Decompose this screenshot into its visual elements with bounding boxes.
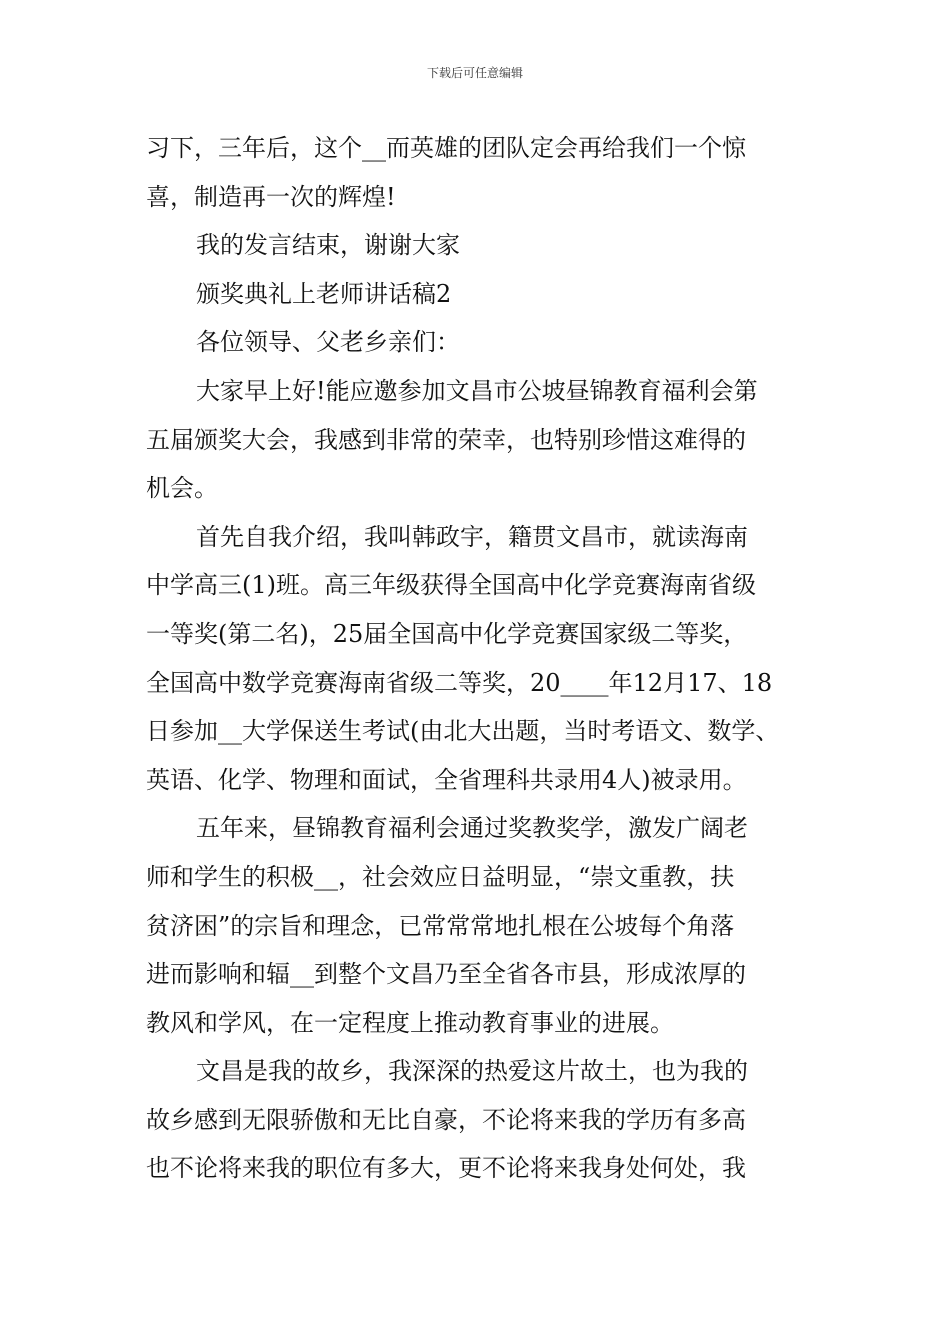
text-line: 颁奖典礼上老师讲话稿2	[196, 279, 452, 308]
text-line: 习下，三年后，这个__而英雄的团队定会再给我们一个惊	[146, 134, 746, 162]
text-line: 中学高三(1)班。高三年级获得全国高中化学竞赛海南省级	[146, 571, 756, 600]
text-line: 我的发言结束，谢谢大家	[196, 231, 460, 260]
text-line: 教风和学风，在一定程度上推动教育事业的进展。	[146, 1008, 674, 1037]
text-line: 各位领导、父老乡亲们：	[196, 328, 460, 357]
text-line: 首先自我介绍，我叫韩政宇，籍贯文昌市，就读海南	[196, 522, 748, 551]
text-line: 也不论将来我的职位有多大，更不论将来我身处何处，我	[146, 1154, 746, 1183]
page-header: 下载后可任意编辑	[426, 66, 523, 80]
text-line: 故乡感到无限骄傲和无比自豪，不论将来我的学历有多高	[146, 1105, 746, 1134]
text-line: 师和学生的积极__，社会效应日益明显，“崇文重教，扶	[146, 862, 735, 891]
text-line: 五届颁奖大会，我感到非常的荣幸，也特别珍惜这难得的	[146, 425, 746, 454]
text-line: 日参加__大学保送生考试(由北大出题，当时考语文、数学、	[146, 717, 780, 746]
text-line: 五年来，昼锦教育福利会通过奖教奖学，激发广阔老	[196, 814, 748, 843]
text-line: 喜，制造再一次的辉煌!	[146, 182, 396, 211]
text-line: 全国高中数学竞赛海南省级二等奖，20____年12月17、18	[146, 668, 773, 697]
text-line: 进而影响和辐__到整个文昌乃至全省各市县，形成浓厚的	[146, 960, 746, 989]
text-line: 贫济困”的宗旨和理念，已常常常地扎根在公坡每个角落	[146, 911, 735, 940]
text-line: 大家早上好!能应邀参加文昌市公坡昼锦教育福利会第	[196, 376, 758, 405]
text-line: 文昌是我的故乡，我深深的热爱这片故土，也为我的	[196, 1057, 748, 1086]
text-line: 机会。	[146, 474, 218, 503]
document-body	[146, 124, 826, 1193]
text-line: 一等奖(第二名)，25届全国高中化学竞赛国家级二等奖，	[146, 619, 748, 648]
text-line: 英语、化学、物理和面试，全省理科共录用4人)被录用。	[146, 765, 747, 794]
